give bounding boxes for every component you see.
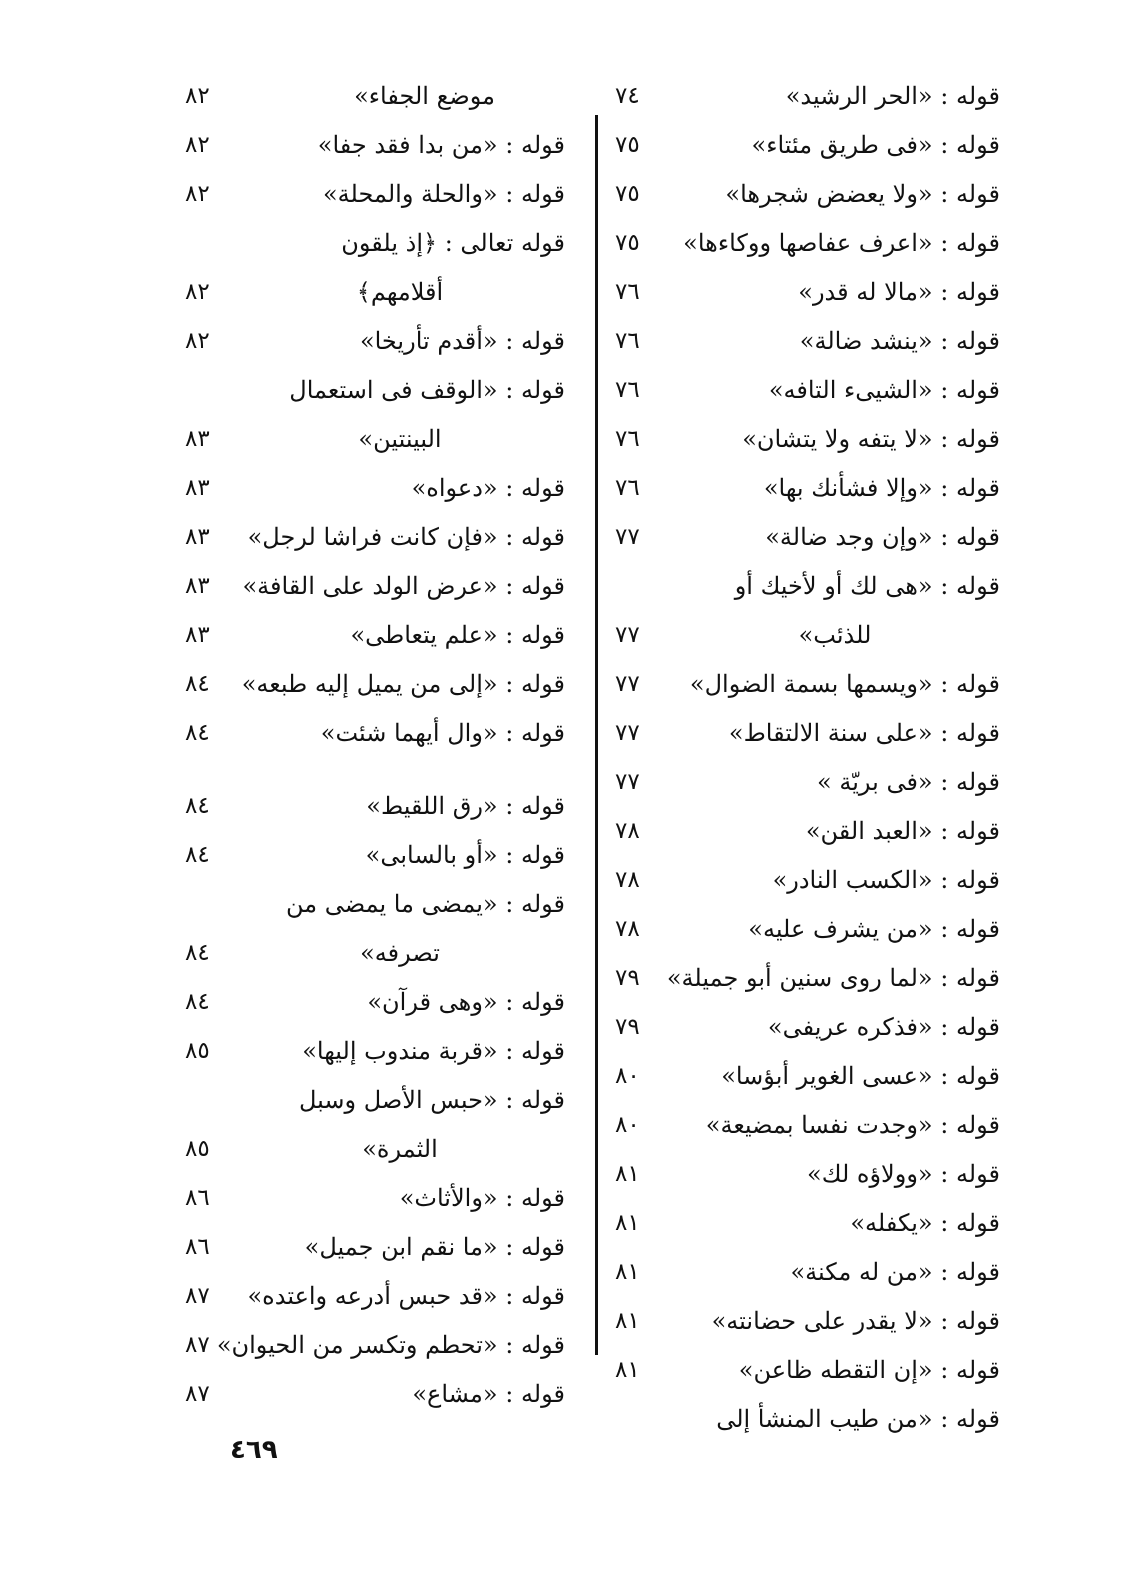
index-column-right xyxy=(615,72,1000,1444)
index-entry xyxy=(185,1027,565,1076)
index-page-ref: ٨٤ xyxy=(185,671,210,697)
index-page-ref: ٧٨ xyxy=(615,916,640,942)
index-entry xyxy=(615,72,1000,121)
index-entry-text: قوله : «على سنة الالتقاط» xyxy=(728,719,1000,747)
index-entry-text: قوله : «دعواه» xyxy=(411,474,565,502)
index-page-ref: ٧٦ xyxy=(615,377,640,403)
index-entry-text: قوله : «حبس الأصل وسبل xyxy=(298,1086,565,1114)
index-entry-text: قوله : «اعرف عفاصها ووكاءها» xyxy=(683,229,1000,257)
index-entry-text: قوله : «الحر الرشيد» xyxy=(785,82,1000,110)
index-entry-text: قوله : «الوقف فى استعمال xyxy=(289,376,565,404)
index-entry xyxy=(615,660,1000,709)
index-page-ref: ٨١ xyxy=(615,1259,640,1285)
index-page-ref: ٨٣ xyxy=(185,475,210,501)
index-entry xyxy=(615,905,1000,954)
index-entry xyxy=(615,1248,1000,1297)
index-page-ref: ٧٩ xyxy=(615,965,640,991)
index-entry xyxy=(615,1199,1000,1248)
index-entry-text: قوله : «ولا يعضض شجرها» xyxy=(725,180,1000,208)
index-entry-text: قوله : «ما نقم ابن جميل» xyxy=(304,1233,565,1261)
index-page-ref: ٧٧ xyxy=(615,524,640,550)
index-entry xyxy=(615,170,1000,219)
index-page-ref: ٨٤ xyxy=(185,842,210,868)
index-entry-text: قوله : «وهى قرآن» xyxy=(367,988,565,1016)
index-entry-text: قوله : «مالا له قدر» xyxy=(798,278,1000,306)
index-entry-text: قوله : «وإلا فشأنك بها» xyxy=(763,474,1000,502)
index-entry xyxy=(185,464,565,513)
index-entry-text: قوله : «من طيب المنشأ إلى xyxy=(716,1405,1000,1433)
index-entry-text: قوله : «العبد القن» xyxy=(805,817,1000,845)
index-entry xyxy=(615,709,1000,758)
index-entry xyxy=(615,1150,1000,1199)
index-page-ref: ٧٦ xyxy=(615,426,640,452)
index-entry xyxy=(185,513,565,562)
index-entry-text: قوله : «علم يتعاطى» xyxy=(350,621,565,649)
index-entry xyxy=(185,562,565,611)
index-entry-text: قوله : «من له مكنة» xyxy=(790,1258,1000,1286)
index-page-ref: ٧٦ xyxy=(615,328,640,354)
index-page-ref: ٧٦ xyxy=(615,279,640,305)
index-page-ref: ٧٥ xyxy=(615,230,640,256)
index-page-ref: ٨٧ xyxy=(185,1381,210,1407)
index-page-ref: ٨١ xyxy=(615,1210,640,1236)
index-entry xyxy=(185,72,565,121)
index-entry-text: قوله : «من يشرف عليه» xyxy=(748,915,1000,943)
index-page-ref: ٧٨ xyxy=(615,867,640,893)
index-entry-text: قوله : «يكفله» xyxy=(850,1209,1000,1237)
index-entry xyxy=(615,1052,1000,1101)
index-entry xyxy=(615,1297,1000,1346)
index-page-ref: ٧٤ xyxy=(615,83,640,109)
index-entry xyxy=(185,880,565,978)
index-entry-text: قوله : «الشيىء التافه» xyxy=(768,376,1000,404)
index-page-ref: ٨٤ xyxy=(185,940,210,966)
index-page-ref: ٨٥ xyxy=(185,1136,210,1162)
index-page-ref: ٨٦ xyxy=(185,1234,210,1260)
index-entry xyxy=(615,807,1000,856)
index-page-ref: ٨٣ xyxy=(185,426,210,452)
index-entry xyxy=(185,660,565,709)
index-entry xyxy=(615,415,1000,464)
index-page-ref: ٨٢ xyxy=(185,279,210,305)
index-page-ref: ٧٥ xyxy=(615,181,640,207)
index-page-ref: ٨٣ xyxy=(185,573,210,599)
index-entry-text: قوله تعالى : ﴿إذ يلقون xyxy=(341,229,565,257)
index-page-ref: ٧٧ xyxy=(615,671,640,697)
index-entry-continuation: تصرفه» xyxy=(360,939,440,967)
index-entry xyxy=(615,1395,1000,1444)
index-entry xyxy=(185,1076,565,1174)
index-entry-text: قوله : «فى طريق مئتاء» xyxy=(751,131,1000,159)
index-entry-text: قوله : «لا يقدر على حضانته» xyxy=(711,1307,1000,1335)
index-entry-text: قوله : «مشاع» xyxy=(412,1380,565,1408)
index-page-ref: ٨٢ xyxy=(185,132,210,158)
index-page-ref: ٨٣ xyxy=(185,622,210,648)
index-page-ref: ٨٥ xyxy=(185,1038,210,1064)
index-page-ref: ٨٣ xyxy=(185,524,210,550)
index-entry xyxy=(615,856,1000,905)
index-entry-text: قوله : «ويسمها بسمة الضوال» xyxy=(689,670,1000,698)
index-entry xyxy=(615,1003,1000,1052)
index-entry xyxy=(185,121,565,170)
index-entry-text: قوله : «قربة مندوب إليها» xyxy=(302,1037,565,1065)
index-entry xyxy=(615,219,1000,268)
index-entry xyxy=(185,831,565,880)
index-entry xyxy=(185,782,565,831)
index-page-ref: ٧٧ xyxy=(615,622,640,648)
index-entry xyxy=(185,1321,565,1370)
index-entry-text: قوله : «رق اللقيط» xyxy=(366,792,565,820)
column-divider xyxy=(595,115,598,1355)
index-entry xyxy=(615,366,1000,415)
index-entry-text: قوله : «وال أيهما شئت» xyxy=(320,719,565,747)
index-entry xyxy=(615,268,1000,317)
index-entry xyxy=(615,954,1000,1003)
index-entry xyxy=(615,317,1000,366)
index-entry-text: قوله : «وجدت نفسا بمضيعة» xyxy=(705,1111,1000,1139)
index-page-ref: ٧٧ xyxy=(615,720,640,746)
index-page-ref: ٨٠ xyxy=(615,1063,640,1089)
index-entry-text: قوله : «قد حبس أدرعه واعتده» xyxy=(247,1282,565,1310)
index-entry xyxy=(185,1223,565,1272)
index-page-ref: ٧٥ xyxy=(615,132,640,158)
index-page-ref: ٨٤ xyxy=(185,720,210,746)
index-page-ref: ٨٧ xyxy=(185,1332,210,1358)
index-entry xyxy=(185,1370,565,1419)
index-page-ref: ٨٤ xyxy=(185,989,210,1015)
index-entry-text: قوله : «لا يتفه ولا يتشان» xyxy=(742,425,1000,453)
index-entry-text: قوله : «عسى الغوير أبؤسا» xyxy=(721,1062,1000,1090)
index-entry-text: قوله : «إلى من يميل إليه طبعه» xyxy=(241,670,565,698)
index-entry xyxy=(185,611,565,660)
index-entry xyxy=(185,709,565,758)
index-entry xyxy=(615,513,1000,562)
index-page-ref: ٨٤ xyxy=(185,793,210,819)
index-entry-text: قوله : «من بدا فقد جفا» xyxy=(317,131,565,159)
index-entry-text: قوله : «الكسب النادر» xyxy=(772,866,1000,894)
index-entry xyxy=(615,464,1000,513)
index-page-ref: ٨٦ xyxy=(185,1185,210,1211)
index-entry-text: قوله : «تحطم وتكسر من الحيوان» xyxy=(216,1331,565,1359)
index-entry-text: قوله : «أقدم تأريخا» xyxy=(359,327,565,355)
index-entry-text: قوله : «وولاؤه لك» xyxy=(807,1160,1000,1188)
index-entry-text: قوله : «إن التقطه ظاعن» xyxy=(738,1356,1000,1384)
index-entry-continuation: أقلامهم﴾ xyxy=(356,278,444,306)
index-page-ref: ٧٩ xyxy=(615,1014,640,1040)
index-entry-text: قوله : «ينشد ضالة» xyxy=(799,327,1000,355)
index-page-ref: ٨١ xyxy=(615,1308,640,1334)
index-entry-text: قوله : «عرض الولد على القافة» xyxy=(242,572,565,600)
index-entry-text: قوله : «لما روى سنين أبو جميلة» xyxy=(666,964,1000,992)
index-entry xyxy=(185,1272,565,1321)
index-entry-text: قوله : «والحلة والمحلة» xyxy=(322,180,565,208)
index-entry-text: قوله : «وإن وجد ضالة» xyxy=(765,523,1000,551)
index-entry-text: قوله : «والأثاث» xyxy=(399,1184,565,1212)
index-page-ref: ٨٢ xyxy=(185,83,210,109)
index-entry-continuation: الثمرة» xyxy=(362,1135,438,1163)
index-entry xyxy=(615,758,1000,807)
index-page-ref: ٨٢ xyxy=(185,328,210,354)
index-entry-text: قوله : «فى بريّة » xyxy=(817,768,1000,796)
index-entry xyxy=(185,1174,565,1223)
index-entry xyxy=(185,978,565,1027)
index-column-left xyxy=(185,72,565,1419)
index-entry xyxy=(615,121,1000,170)
index-page-ref: ٨٠ xyxy=(615,1112,640,1138)
index-page-ref: ٧٧ xyxy=(615,769,640,795)
index-entry xyxy=(185,317,565,366)
index-entry xyxy=(615,1101,1000,1150)
index-entry-continuation: البينتين» xyxy=(358,425,442,453)
index-entry-text: قوله : «أو بالسابى» xyxy=(365,841,565,869)
index-entry xyxy=(615,562,1000,660)
index-page-ref: ٨٧ xyxy=(185,1283,210,1309)
index-entry xyxy=(615,1346,1000,1395)
index-entry-text: قوله : «هى لك أو لأخيك أو xyxy=(734,572,1000,600)
index-entry-text: قوله : «يمضى ما يمضى من xyxy=(286,890,565,918)
page-number: ٤٦٩ xyxy=(230,1435,278,1465)
index-entry xyxy=(185,170,565,219)
index-page-ref: ٨١ xyxy=(615,1357,640,1383)
index-entry xyxy=(185,219,565,317)
index-page-ref: ٨٢ xyxy=(185,181,210,207)
index-entry-text: قوله : «فذكره عريفى» xyxy=(767,1013,1000,1041)
index-entry-continuation: للذئب» xyxy=(798,621,872,649)
index-entry-text: موضع الجفاء» xyxy=(354,82,495,110)
index-page-ref: ٧٦ xyxy=(615,475,640,501)
index-entry xyxy=(185,366,565,464)
index-page-ref: ٧٨ xyxy=(615,818,640,844)
index-entry-text: قوله : «فإن كانت فراشا لرجل» xyxy=(247,523,565,551)
index-page-ref: ٨١ xyxy=(615,1161,640,1187)
